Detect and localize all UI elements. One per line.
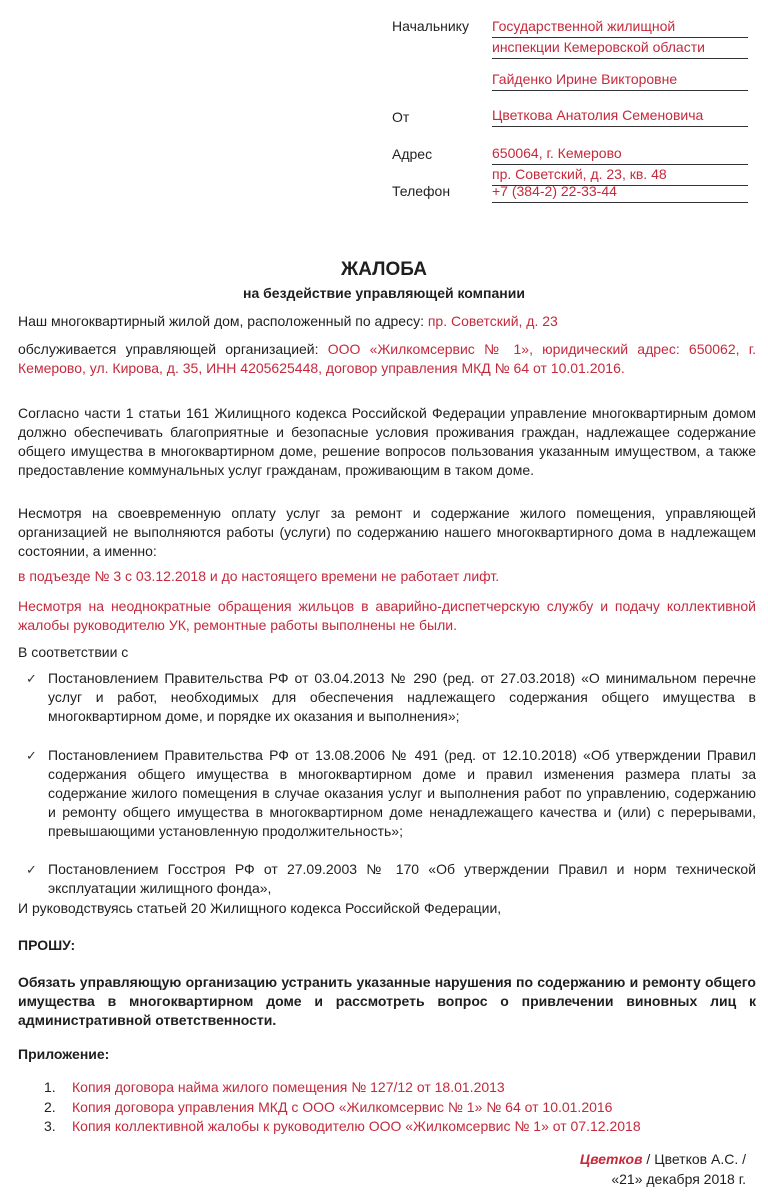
recipient-person-text: Гайденко Ирине Викторовне: [492, 70, 748, 91]
attachment-number: 2.: [44, 1099, 56, 1115]
checkmark-icon: ✓: [26, 748, 37, 763]
house-address: пр. Советский, д. 23: [427, 313, 558, 329]
attachment-number: 3.: [44, 1118, 56, 1134]
recipient-org-line2: инспекции Кемеровской области: [492, 38, 748, 59]
phone-label: Телефон: [392, 183, 451, 199]
paragraph-elevator: в подъезде № 3 с 03.12.2018 и до настоящего времени не работает лифт.: [18, 568, 500, 584]
sender-person-text: Цветкова Анатолия Семеновича: [492, 106, 748, 127]
paragraph-management-prefix: обслуживается управляющей организацией:: [18, 341, 328, 357]
phone-text: +7 (384-2) 22-33-44: [492, 182, 748, 203]
signature-line: [580, 1150, 746, 1169]
paragraph-address: [18, 312, 756, 331]
address-line1: 650064, г. Кемерово: [492, 144, 748, 165]
attachment-item: [44, 1098, 744, 1117]
signature-separator: /: [642, 1151, 655, 1167]
regulation-text: Постановлением Правительства РФ от 03.04.2013 № 290 (ред. от 27.03.2018) «О минимальном перечне услуг и работ, необходимых для обеспечения надлежащего содержания общего имущества в многоквартирном доме, и порядке их оказания и выполнения»;: [48, 670, 756, 724]
document-subtitle: на бездействие управляющей компании: [243, 285, 525, 301]
sender-label: От: [392, 109, 410, 125]
address-value: [492, 144, 748, 186]
handwritten-signature: Цветков: [579, 1151, 643, 1167]
checkmark-icon: ✓: [26, 862, 37, 877]
attachments-heading: Приложение:: [18, 1046, 110, 1062]
document-title: ЖАЛОБА: [341, 259, 427, 280]
paragraph-complaints: Несмотря на неоднократные обращения жильцов в аварийно-диспетчерскую службу и подачу коллективной жалобы руководителю УК, ремонтные работы выполнены не были.: [18, 598, 756, 633]
attachment-item: [44, 1117, 744, 1136]
recipient-label: Начальнику: [392, 18, 469, 34]
request-text: Обязать управляющую организацию устранить указанные нарушения по содержанию и ремонту общего имущества в многоквартирном доме и рассмотреть вопрос о привлечении виновных лиц к административной ответственности.: [18, 974, 756, 1028]
paragraph-payment: Несмотря на своевременную оплату услуг за ремонт и содержание жилого помещения, управляющей организацией не выполняются работы (услуги) по содержанию нашего многоквартирного дома в надлежащем состоянии, а именно:: [18, 505, 756, 559]
paragraph-guided-by: И руководствуясь статьей 20 Жилищного кодекса Российской Федерации,: [18, 900, 502, 916]
regulation-item: [26, 746, 756, 841]
attachment-text: Копия коллективной жалобы к руководителю ООО «Жилкомсервис № 1» от 07.12.2018: [72, 1118, 641, 1134]
signature-date: «21» декабря 2018 г.: [611, 1171, 746, 1187]
request-heading: ПРОШУ:: [18, 937, 76, 953]
regulation-item: [26, 669, 756, 726]
paragraph-in-accordance: В соответствии с: [18, 644, 129, 660]
sender-person: [492, 106, 748, 127]
signer-name: Цветков А.С. /: [654, 1151, 746, 1167]
recipient-org-line1: Государственной жилищной: [492, 17, 748, 38]
address-line2: пр. Советский, д. 23, кв. 48: [492, 165, 748, 186]
attachment-text: Копия договора управления МКД с ООО «Жилкомсервис № 1» № 64 от 10.01.2016: [72, 1099, 613, 1115]
regulation-text: Постановлением Правительства РФ от 13.08.2006 № 491 (ред. от 12.10.2018) «Об утверждении Правил содержания общего имущества в многоквартирном доме и правил изменения размера платы за содержание жилого помещения в случае оказания услуг и выполнения работ по управлению, содержанию и ремонту общего имущества в многоквартирном доме ненадлежащего качества и (или) с перерывами, превышающими установленную продолжительность»;: [48, 747, 756, 839]
paragraph-housing-code: Согласно части 1 статьи 161 Жилищного кодекса Российской Федерации управление многоквартирным домом должно обеспечивать благоприятные и безопасные условия проживания граждан, надлежащее содержание общего имущества в многоквартирном доме, решение вопросов пользования указанным имуществом, а также предоставление коммунальных услуг гражданам, проживающим в таком доме.: [18, 405, 756, 478]
regulation-item: [26, 860, 756, 898]
attachment-number: 1.: [44, 1079, 56, 1095]
paragraph-address-prefix: Наш многоквартирный жилой дом, расположенный по адресу:: [18, 313, 428, 329]
phone-value: [492, 182, 748, 203]
paragraph-management-org: [18, 340, 756, 378]
recipient-person: [492, 70, 748, 91]
attachment-item: [44, 1078, 744, 1097]
recipient-org: [492, 17, 748, 59]
checkmark-icon: ✓: [26, 671, 37, 686]
management-org-details: ООО «Жилкомсервис № 1», юридический адрес: 650062, г. Кемерово, ул. Кирова, д. 35, ИНН 4205625448, договор управления МКД № 64 от 10.01.2016.: [18, 341, 756, 376]
attachment-text: Копия договора найма жилого помещения № 127/12 от 18.01.2013: [72, 1079, 505, 1095]
regulation-text: Постановлением Госстроя РФ от 27.09.2003 № 170 «Об утверждении Правил и норм технической эксплуатации жилищного фонда»,: [48, 861, 756, 896]
address-label: Адрес: [392, 146, 433, 162]
